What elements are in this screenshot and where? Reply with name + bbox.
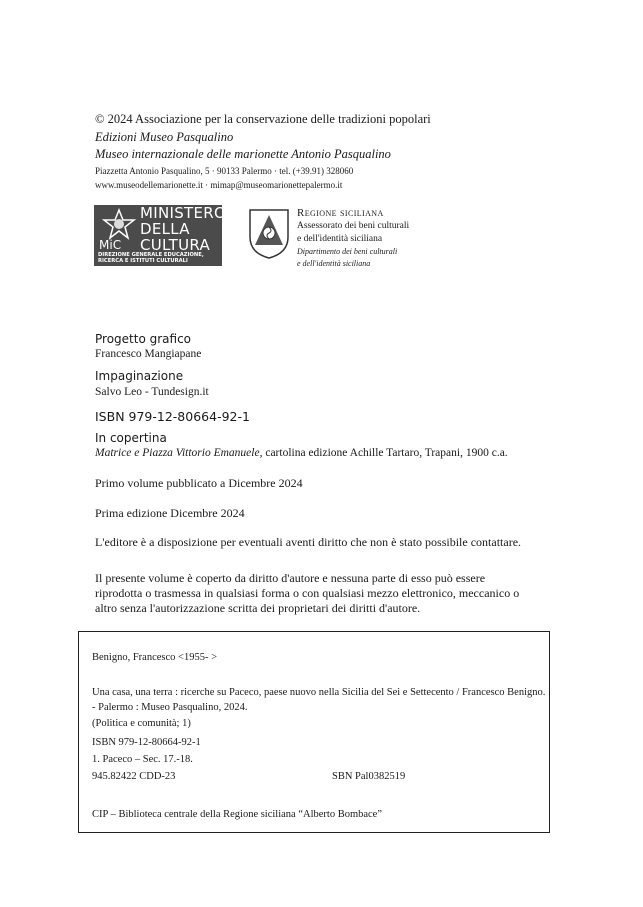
rights-holders-notice: L'editore è a disposizione per eventuali aventi diritto che non è stato possibile contattare. — [95, 535, 522, 549]
first-volume-note: Primo volume pubblicato a Dicembre 2024 — [95, 476, 303, 490]
design-label: Progetto grafico — [95, 332, 192, 346]
design-value: Francesco Mangiapane — [95, 348, 202, 360]
copyright-line: © 2024 Associazione per la conservazione delle tradizioni popolari — [95, 112, 431, 126]
publisher-name: Edizioni Museo Pasqualino — [95, 130, 234, 144]
regione-dipartimento: Dipartimento dei beni culturali — [297, 247, 398, 256]
cip-source: CIP – Biblioteca centrale della Regione siciliana “Alberto Bombace” — [92, 809, 383, 820]
star-emblem-icon — [98, 208, 140, 242]
cover-caption-rest: cartolina edizione Achille Tartaro, Trapani, 1900 c.a. — [262, 447, 508, 459]
cip-record-box — [78, 631, 550, 833]
regione-dipartimento-identita: e dell'identità siciliana — [297, 259, 371, 268]
cip-title: Una casa, una terra : ricerche su Paceco, paese nuovo nella Sicilia del Sei e Settecento / Francesco Benigno. - Palermo : Museo Pasqualino, 2024. — [92, 687, 546, 713]
web-contact-line: www.museodellemarionette.it · mimap@museomarionettepalermo.it — [95, 180, 343, 190]
regione-assessorato: Assessorato dei beni culturali — [297, 221, 410, 231]
address-line: Piazzetta Antonio Pasqualino, 5 · 90133 Palermo · tel. (+39.91) 328060 — [95, 166, 354, 176]
ministry-subtitle: DIREZIONE GENERALE EDUCAZIONE, RICERCA E ISTITUTI CULTURALI — [98, 252, 204, 264]
cip-cdd: 945.82422 CDD-23 — [92, 771, 176, 782]
copyright-notice: Il presente volume è coperto da diritto d'autore e nessuna parte di esso può essere riprodotta o trasmessa in qualsiasi forma o con qualsiasi mezzo elettronico, meccanico o altro senza l'autorizzazione scritta dei proprietari dei diritti d'autore. — [95, 571, 520, 615]
layout-label: Impaginazione — [95, 369, 184, 383]
cover-label: In copertina — [95, 431, 167, 445]
ministry-name: MINISTERO DELLA CULTURA — [140, 204, 227, 254]
cip-series: (Politica e comunità; 1) — [92, 718, 191, 729]
cover-caption — [95, 447, 508, 459]
cip-sbn: SBN Pal0382519 — [332, 771, 406, 782]
cip-isbn: ISBN 979-12-80664-92-1 — [92, 737, 201, 748]
museum-name: Museo internazionale delle marionette Antonio Pasqualino — [95, 147, 391, 161]
trinacria-shield-icon — [247, 207, 291, 260]
cip-subject: 1. Paceco – Sec. 17.-18. — [92, 754, 193, 765]
mic-abbreviation: MiC — [99, 238, 122, 252]
regione-title: Regione siciliana — [297, 207, 384, 219]
first-edition-note: Prima edizione Dicembre 2024 — [95, 506, 245, 520]
regione-identita: e dell'identità siciliana — [297, 234, 383, 244]
mic-logo — [94, 204, 227, 266]
layout-value: Salvo Leo - Tundesign.it — [95, 386, 209, 398]
cover-caption-title: Matrice e Piazza Vittorio Emanuele, — [95, 447, 263, 459]
cip-author: Benigno, Francesco <1955- > — [92, 652, 217, 663]
isbn: ISBN 979-12-80664-92-1 — [95, 409, 250, 424]
